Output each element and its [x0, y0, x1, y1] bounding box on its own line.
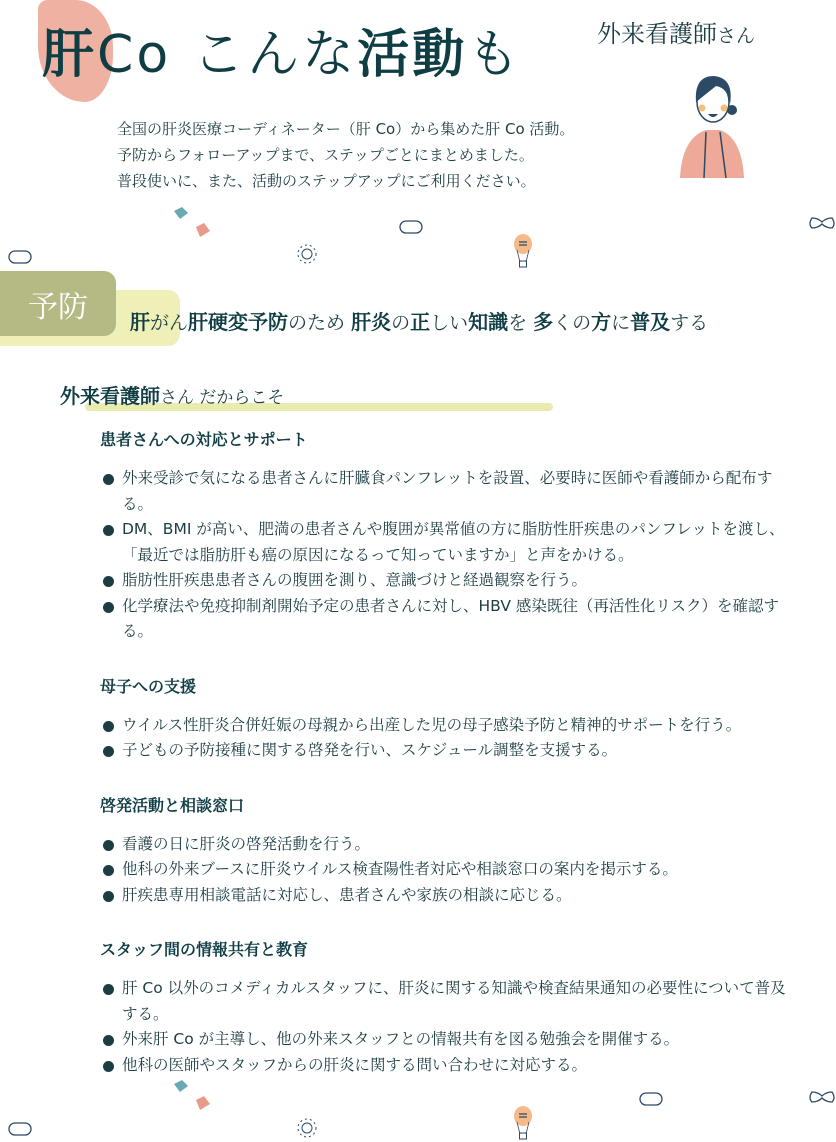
stage-headline [130, 306, 708, 335]
list-item: 他科の医師やスタッフからの肝炎に関する問い合わせに対応する。 [100, 1053, 790, 1079]
list-item: 外来受診で気になる患者さんに肝臓食パンフレットを設置、必要時に医師や看護師から配布する。 [100, 466, 790, 517]
headline-segment: 多 [533, 310, 554, 334]
headline-segment: くの [553, 312, 592, 334]
intro-text [117, 116, 574, 194]
title-part: 活動 [357, 25, 468, 85]
nurse-illustration [676, 68, 748, 180]
headline-segment: のため [288, 312, 352, 334]
group-heading: 患者さんへの対応とサポート [100, 430, 308, 449]
cloud-icon [638, 1090, 668, 1110]
list-item: 化学療法や免疫抑制剤開始予定の患者さんに対し、HBV 感染既往（再活性化リスク）を確認する。 [100, 594, 790, 645]
list-item: ウイルス性肝炎合併妊娠の母親から出産した児の母子感染予防と精神的サポートを行う。 [100, 713, 790, 739]
page-title [42, 12, 522, 87]
activity-group [100, 675, 800, 764]
cloud-icon [6, 1120, 36, 1140]
title-part: Co [97, 25, 172, 85]
section-title-bold: 外来看護師 [60, 384, 160, 408]
list-item: DM、BMI が高い、肥満の患者さんや腹囲が異常値の方に脂肪性肝疾患のパンフレットを渡し、「最近では脂肪肝も癌の原因になるって知っていますか」と声をかける。 [100, 517, 790, 568]
headline-segment: を [508, 312, 534, 334]
activity-group [100, 428, 800, 645]
activity-group [100, 938, 800, 1078]
role-suffix: さん [717, 25, 756, 47]
sun-icon [296, 1116, 318, 1140]
role-name: 外来看護師 [597, 20, 717, 48]
headline-segment: しい [430, 312, 469, 334]
section-title-rest: さん だからこそ [160, 388, 285, 408]
group-heading: 啓発活動と相談窓口 [100, 795, 245, 815]
intro-line: 普段使いに、また、活動のステップアップにご利用ください。 [117, 172, 536, 190]
activity-group [100, 794, 800, 909]
list-item: 看護の日に肝炎の啓発活動を行う。 [100, 832, 790, 858]
list-item: 外来肝 Co が主導し、他の外来スタッフとの情報共有を図る勉強会を開催する。 [100, 1027, 790, 1053]
cloud-icon [6, 248, 36, 268]
list-item: 他科の外来ブースに肝炎ウイルス検査陽性者対応や相談窓口の案内を掲示する。 [100, 857, 790, 883]
bullet-list [100, 466, 800, 645]
list-item: 子どもの予防接種に関する啓発を行い、スケジュール調整を支援する。 [100, 738, 790, 764]
headline-segment: の [391, 312, 411, 334]
activity-groups [100, 428, 800, 1108]
group-heading: 母子への支援 [100, 676, 197, 696]
bullet-list [100, 713, 800, 764]
stage-label: 予防 [0, 271, 116, 336]
bullet-list [100, 832, 800, 909]
cloud-icon [806, 1088, 836, 1108]
list-item: 肝 Co 以外のコメディカルスタッフに、肝炎に関する知識や検査結果通知の必要性について普及する。 [100, 976, 790, 1027]
title-part: こんな [192, 25, 358, 85]
headline-segment: がん [150, 312, 189, 334]
section-title [60, 380, 284, 409]
list-item: 脂肪性肝疾患患者さんの腹囲を測り、意識づけと経過観察を行う。 [100, 568, 790, 594]
balloon-icon [512, 234, 534, 270]
group-heading: スタッフ間の情報共有と教育 [100, 940, 309, 959]
headline-segment: 肝炎 [351, 310, 392, 334]
headline-segment: する [670, 312, 709, 334]
headline-segment: 肝硬変予防 [188, 310, 289, 334]
title-part: 肝 [42, 25, 98, 85]
balloon-icon [512, 1106, 534, 1142]
headline-segment: に [611, 312, 631, 334]
cloud-icon [806, 214, 836, 234]
bird-icon [168, 205, 218, 245]
list-item: 肝疾患専用相談電話に対応し、患者さんや家族の相談に応じる。 [100, 883, 790, 909]
sun-icon [296, 242, 318, 266]
intro-line: 予防からフォローアップまで、ステップごとにまとめました。 [117, 146, 534, 164]
title-part: も [467, 25, 523, 85]
headline-segment: 普及 [630, 310, 671, 334]
bird-icon [168, 1078, 218, 1118]
role-label [597, 14, 755, 49]
headline-segment: 方 [591, 310, 612, 334]
headline-segment: 正 [410, 310, 431, 334]
intro-line: 全国の肝炎医療コーディネーター（肝 Co）から集めた肝 Co 活動。 [117, 120, 575, 138]
headline-segment: 知識 [468, 310, 509, 334]
cloud-icon [398, 218, 428, 238]
bullet-list [100, 976, 800, 1078]
headline-segment: 肝 [130, 310, 150, 334]
